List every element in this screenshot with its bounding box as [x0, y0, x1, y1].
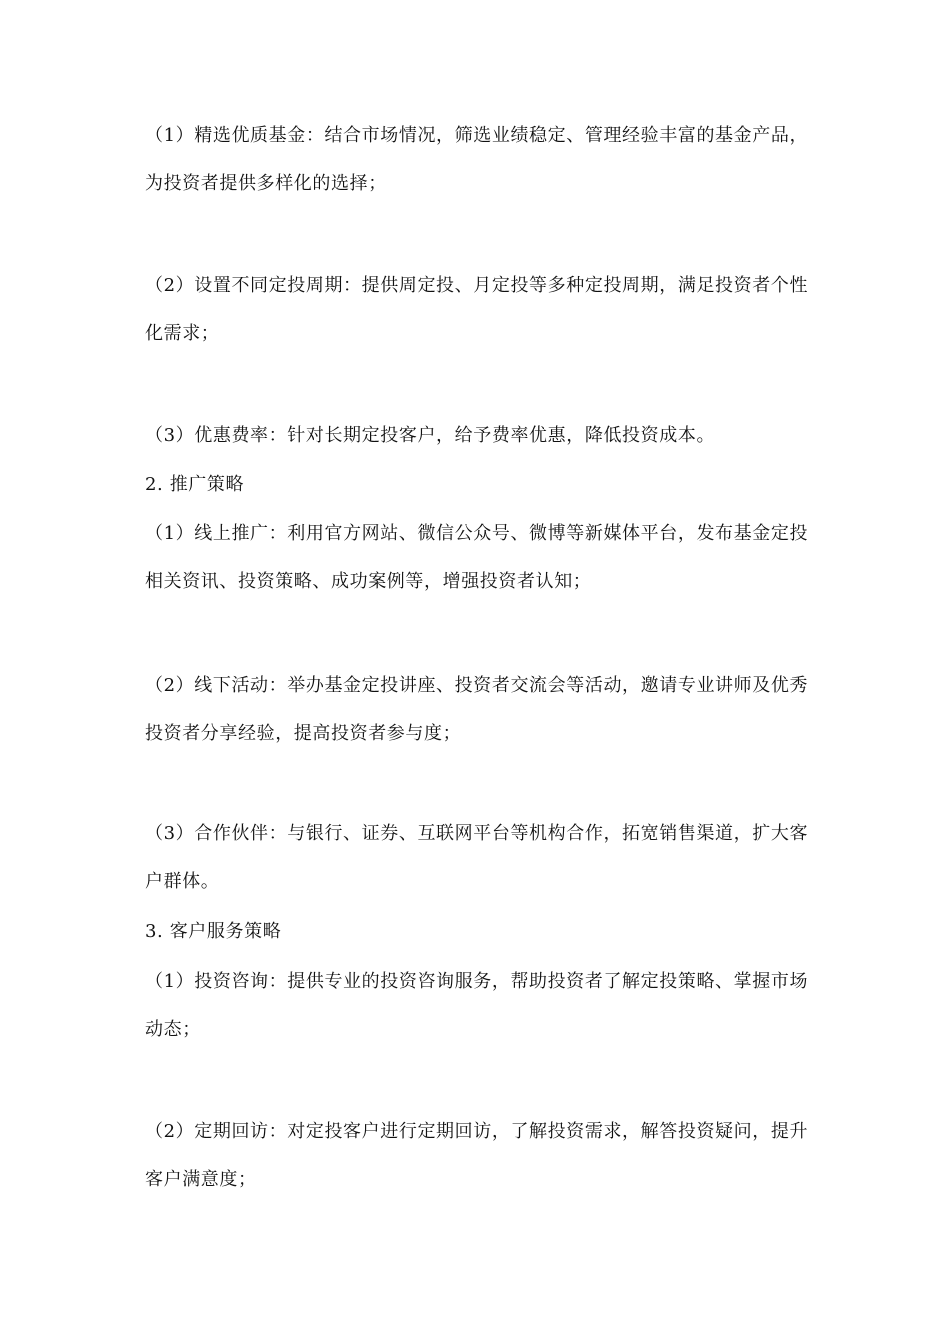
promotion-strategy-item-2: （2）线下活动：举办基金定投讲座、投资者交流会等活动，邀请专业讲师及优秀投资者分享经验，提高投资者参与度；: [145, 675, 809, 744]
promotion-strategy-item-3: （3）合作伙伴：与银行、证券、互联网平台等机构合作，拓宽销售渠道，扩大客户群体。: [145, 823, 809, 892]
customer-service-item-2: （2）定期回访：对定投客户进行定期回访，了解投资需求，解答投资疑问，提升客户满意度；: [145, 1121, 809, 1190]
product-strategy-item-2: （2）设置不同定投周期：提供周定投、月定投等多种定投周期，满足投资者个性化需求；: [145, 275, 809, 344]
customer-service-strategy-heading: 3. 客户服务策略: [145, 921, 282, 942]
promotion-strategy-item-1: （1）线上推广：利用官方网站、微信公众号、微博等新媒体平台，发布基金定投相关资讯、投资策略、成功案例等，增强投资者认知；: [145, 523, 809, 592]
promotion-strategy-heading: 2. 推广策略: [145, 474, 245, 495]
product-strategy-item-3: （3）优惠费率：针对长期定投客户，给予费率优惠，降低投资成本。: [145, 425, 716, 446]
product-strategy-item-1: （1）精选优质基金：结合市场情况，筛选业绩稳定、管理经验丰富的基金产品，为投资者提供多样化的选择；: [145, 125, 809, 194]
customer-service-item-1: （1）投资咨询：提供专业的投资咨询服务，帮助投资者了解定投策略、掌握市场动态；: [145, 971, 809, 1040]
